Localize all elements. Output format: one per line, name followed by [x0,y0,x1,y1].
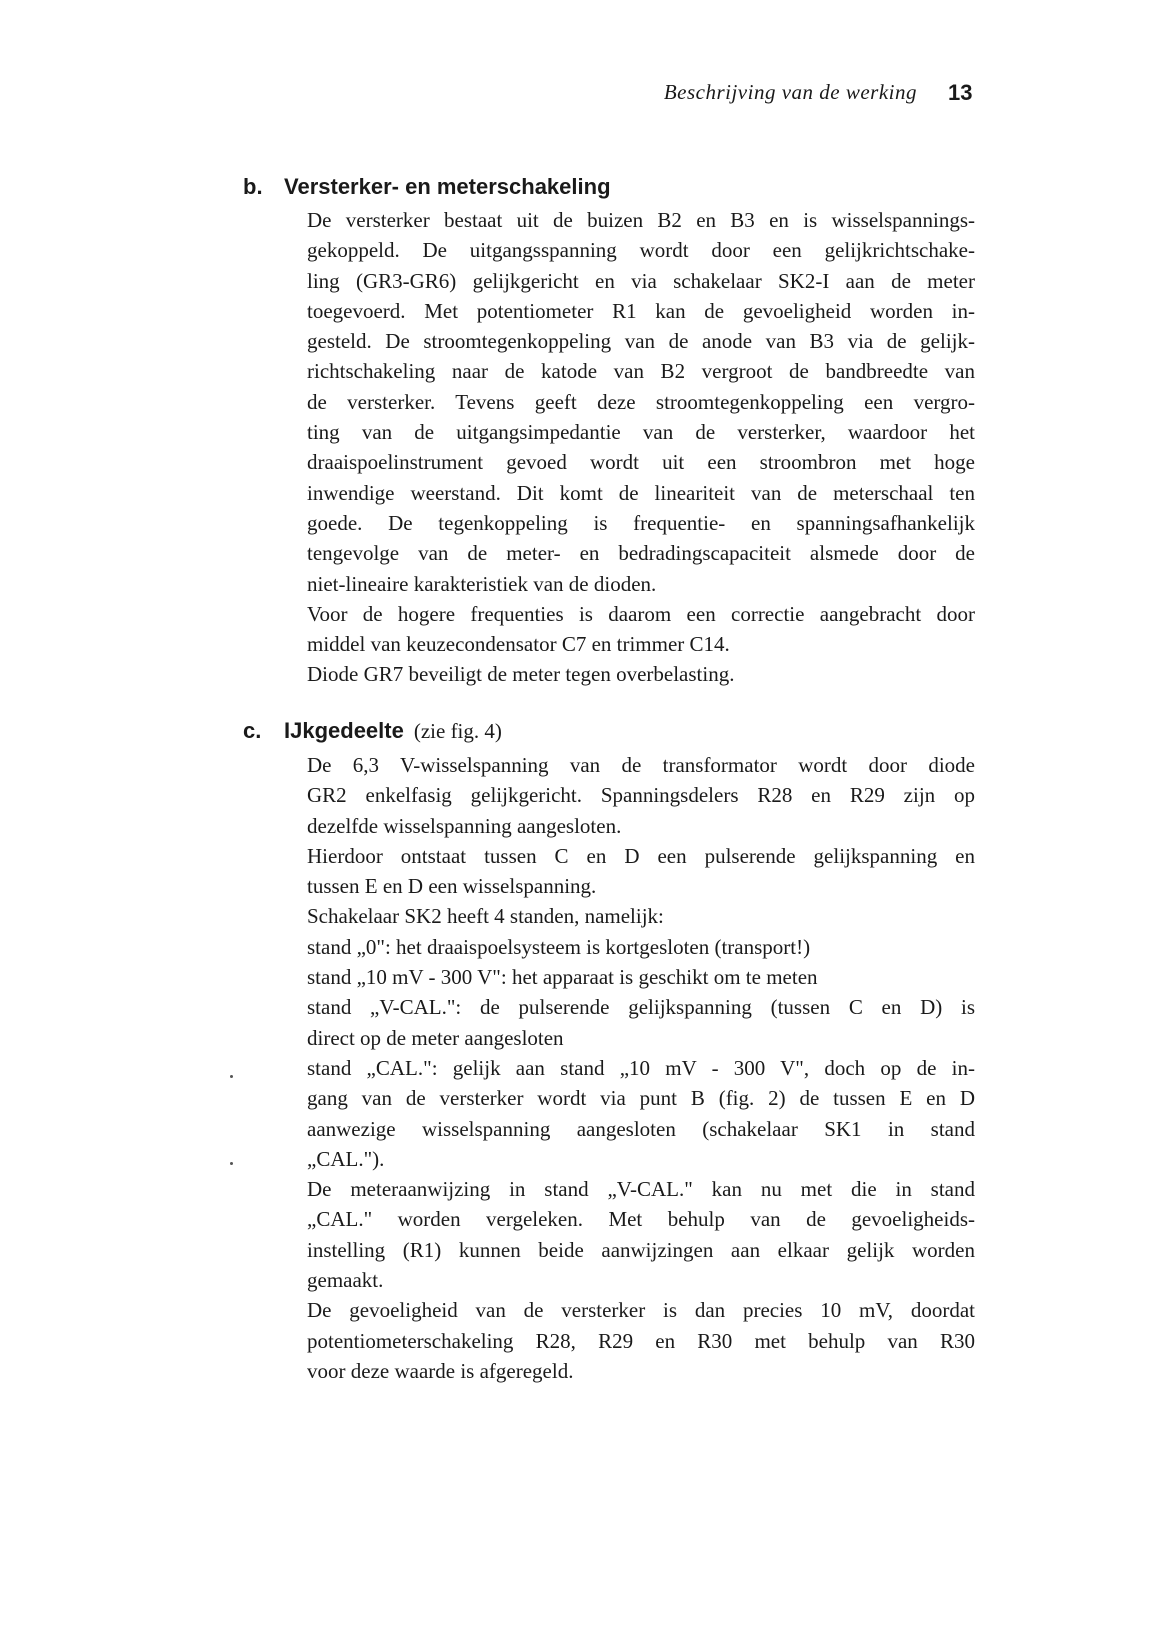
text-line: tussen E en D een wisselspanning. [307,874,597,899]
section-b-body [307,205,975,690]
text-line: gesteld. De stroomtegenkoppeling van de anode van B3 via de gelijk- [307,329,975,354]
text-line: goede. De tegenkoppeling is frequentie- en spanningsafhankelijk [307,510,975,535]
running-title: Beschrijving van de werking [663,80,917,104]
text-line: stand „0": het draaispoelsysteem is kortgesloten (transport!) [307,934,811,959]
text-line: ting van de uitgangsimpedantie van de versterker, waardoor het [307,420,975,445]
text-line: De versterker bestaat uit de buizen B2 en B3 en is wisselspannings- [307,208,975,232]
text-line: gang van de versterker wordt via punt B (fig. 2) de tussen E en D [307,1086,975,1111]
text-line: Schakelaar SK2 heeft 4 standen, namelijk: [307,904,664,929]
text-line: draaispoelinstrument gevoed wordt uit een stroombron met hoge [307,450,975,475]
text-line: De gevoeligheid van de versterker is dan precies 10 mV, doordat [307,1298,975,1323]
page-number: 13 [948,80,973,105]
text-line: ling (GR3-GR6) gelijkgericht en via schakelaar SK2-I aan de meter [307,268,975,293]
text-line: potentiometerschakeling R28, R29 en R30 met behulp van R30 [307,1328,975,1353]
text-line: voor deze waarde is afgeregeld. [307,1358,574,1383]
section-letter: b. [243,174,263,199]
text-line: dezelfde wisselspanning aangesloten. [307,813,622,838]
text-line: aanwezige wisselspanning aangesloten (schakelaar SK1 in stand [307,1116,975,1141]
text-line: „CAL." worden vergeleken. Met behulp van de gevoeligheids- [307,1207,975,1232]
text-line: stand „V-CAL.": de pulserende gelijkspanning (tussen C en D) is [307,995,975,1020]
section-title: Versterker- en meterschakeling [284,174,611,199]
text-line: GR2 enkelfasig gelijkgericht. Spanningsdelers R28 en R29 zijn op [307,783,975,808]
text-line: niet-lineaire karakteristiek van de dioden. [307,571,657,596]
text-line: toegevoerd. Met potentiometer R1 kan de gevoeligheid worden in- [307,298,975,323]
section-c-heading [243,718,502,744]
section-letter: c. [243,718,262,743]
scan-speck [230,1075,233,1078]
text-line: „CAL."). [307,1146,385,1171]
text-line: direct op de meter aangesloten [307,1025,564,1050]
text-line: stand „CAL.": gelijk aan stand „10 mV - 300 V", doch op de in- [307,1055,975,1080]
figure-reference: (zie fig. 4) [413,719,502,743]
text-line: tengevolge van de meter- en bedradingscapaciteit alsmede door de [307,541,975,566]
text-line: De 6,3 V-wisselspanning van de transformator wordt door diode [307,753,975,777]
text-line: inwendige weerstand. Dit komt de lineariteit van de meterschaal ten [307,480,975,505]
text-line: Hierdoor ontstaat tussen C en D een pulserende gelijkspanning en [307,843,975,868]
text-line: instelling (R1) kunnen beide aanwijzingen aan elkaar gelijk worden [307,1237,975,1262]
text-line: stand „10 mV - 300 V": het apparaat is geschikt om te meten [307,965,818,990]
text-line: Voor de hogere frequenties is daarom een correctie aangebracht door [307,601,975,626]
scan-speck [230,1162,233,1165]
section-b-heading [243,174,611,200]
text-line: gekoppeld. De uitgangsspanning wordt door een gelijkrichtschake- [307,238,975,263]
section-title: IJkgedeelte [284,718,404,743]
text-line: gemaakt. [307,1268,384,1293]
text-line: de versterker. Tevens geeft deze stroomtegenkoppeling een vergro- [307,389,975,414]
text-line: Diode GR7 beveiligt de meter tegen overbelasting. [307,662,735,687]
text-line: richtschakeling naar de katode van B2 vergroot de bandbreedte van [307,359,975,384]
text-line: De meteraanwijzing in stand „V-CAL." kan nu met die in stand [307,1177,975,1202]
text-line: middel van keuzecondensator C7 en trimmer C14. [307,632,730,657]
section-c-body [307,750,975,1386]
